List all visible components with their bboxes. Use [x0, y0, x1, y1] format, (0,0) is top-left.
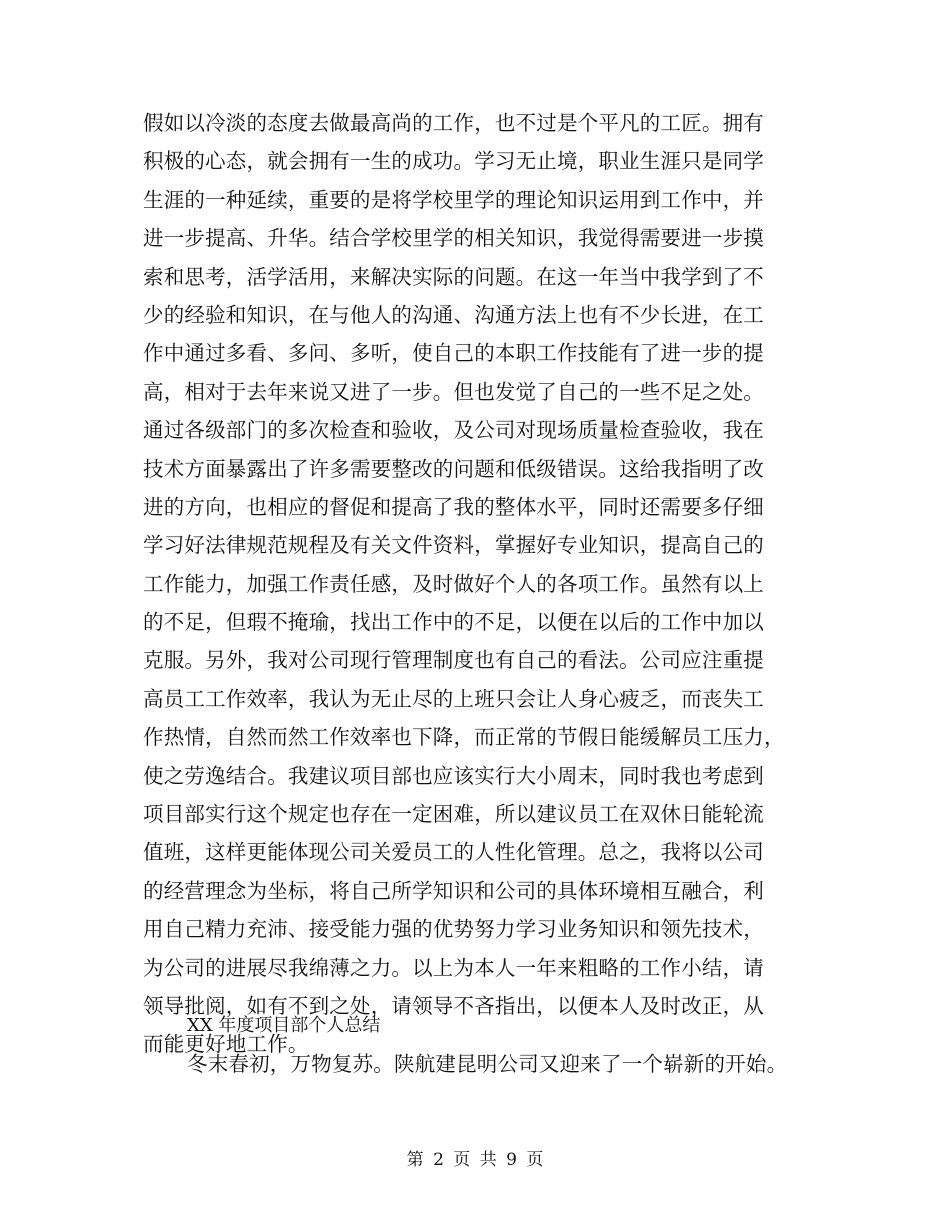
text-line: 用自己精力充沛、接受能力强的优势努力学习业务知识和领先技术， [143, 917, 764, 942]
text-line: 索和思考，活学活用，来解决实际的问题。在这一年当中我学到了不 [143, 264, 764, 289]
text-line: 的经营理念为坐标，将自己所学知识和公司的具体环境相互融合，利 [143, 878, 764, 903]
text-line: 技术方面暴露出了许多需要整改的问题和低级错误。这给我指明了改 [143, 456, 764, 481]
text-line: 作热情，自然而然工作效率也下降，而正常的节假日能缓解员工压力， [143, 725, 785, 750]
text-line: 为公司的进展尽我绵薄之力。以上为本人一年来粗略的工作小结，请 [143, 955, 764, 980]
text-line: 领导批阅，如有不到之处，请领导不吝指出，以便本人及时改正，从 [143, 993, 764, 1018]
text-line: 值班，这样更能体现公司关爱员工的人性化管理。总之，我将以公司 [143, 840, 764, 865]
text-line: 克服。另外，我对公司现行管理制度也有自己的看法。公司应注重提 [143, 648, 764, 673]
text-line: 生涯的一种延续，重要的是将学校里学的理论知识运用到工作中，并 [143, 187, 764, 212]
text-line: 积极的心态，就会拥有一生的成功。学习无止境，职业生涯只是同学 [143, 149, 764, 174]
text-line: 少的经验和知识，在与他人的沟通、沟通方法上也有不少长进，在工 [143, 302, 764, 327]
text-line: 使之劳逸结合。我建议项目部也应该实行大小周末，同时我也考虑到 [143, 763, 764, 788]
page-number-footer: 第 2 页 共 9 页 [406, 1150, 544, 1170]
text-line: 通过各级部门的多次检查和验收，及公司对现场质量检查验收，我在 [143, 418, 764, 443]
text-line: 项目部实行这个规定也存在一定困难，所以建议员工在双休日能轮流 [143, 802, 764, 827]
section-heading: XX 年度项目部个人总结 [187, 1015, 381, 1036]
text-line: 学习好法律规范规程及有关文件资料，掌握好专业知识，提高自己的 [143, 533, 764, 558]
text-line: 高员工工作效率，我认为无止尽的上班只会让人身心疲乏，而丧失工 [143, 686, 764, 711]
text-line: 作中通过多看、多问、多听，使自己的本职工作技能有了进一步的提 [143, 341, 764, 366]
body-paragraph [143, 104, 823, 1064]
next-paragraph-line: 冬末春初，万物复苏。陕航建昆明公司又迎来了一个崭新的开始。 [187, 1052, 788, 1076]
text-line: 的不足，但瑕不掩瑜，找出工作中的不足，以便在以后的工作中加以 [143, 610, 764, 635]
text-line: 进的方向，也相应的督促和提高了我的整体水平，同时还需要多仔细 [143, 494, 764, 519]
text-line: 高，相对于去年来说又进了一步。但也发觉了自己的一些不足之处。 [143, 379, 764, 404]
text-line: 假如以冷淡的态度去做最高尚的工作，也不过是个平凡的工匠。拥有 [143, 111, 764, 135]
text-line: 进一步提高、升华。结合学校里学的相关知识，我觉得需要进一步摸 [143, 226, 764, 251]
text-line: 而能更好地工作。 [143, 1032, 309, 1057]
text-line: 工作能力，加强工作责任感，及时做好个人的各项工作。虽然有以上 [143, 571, 764, 596]
